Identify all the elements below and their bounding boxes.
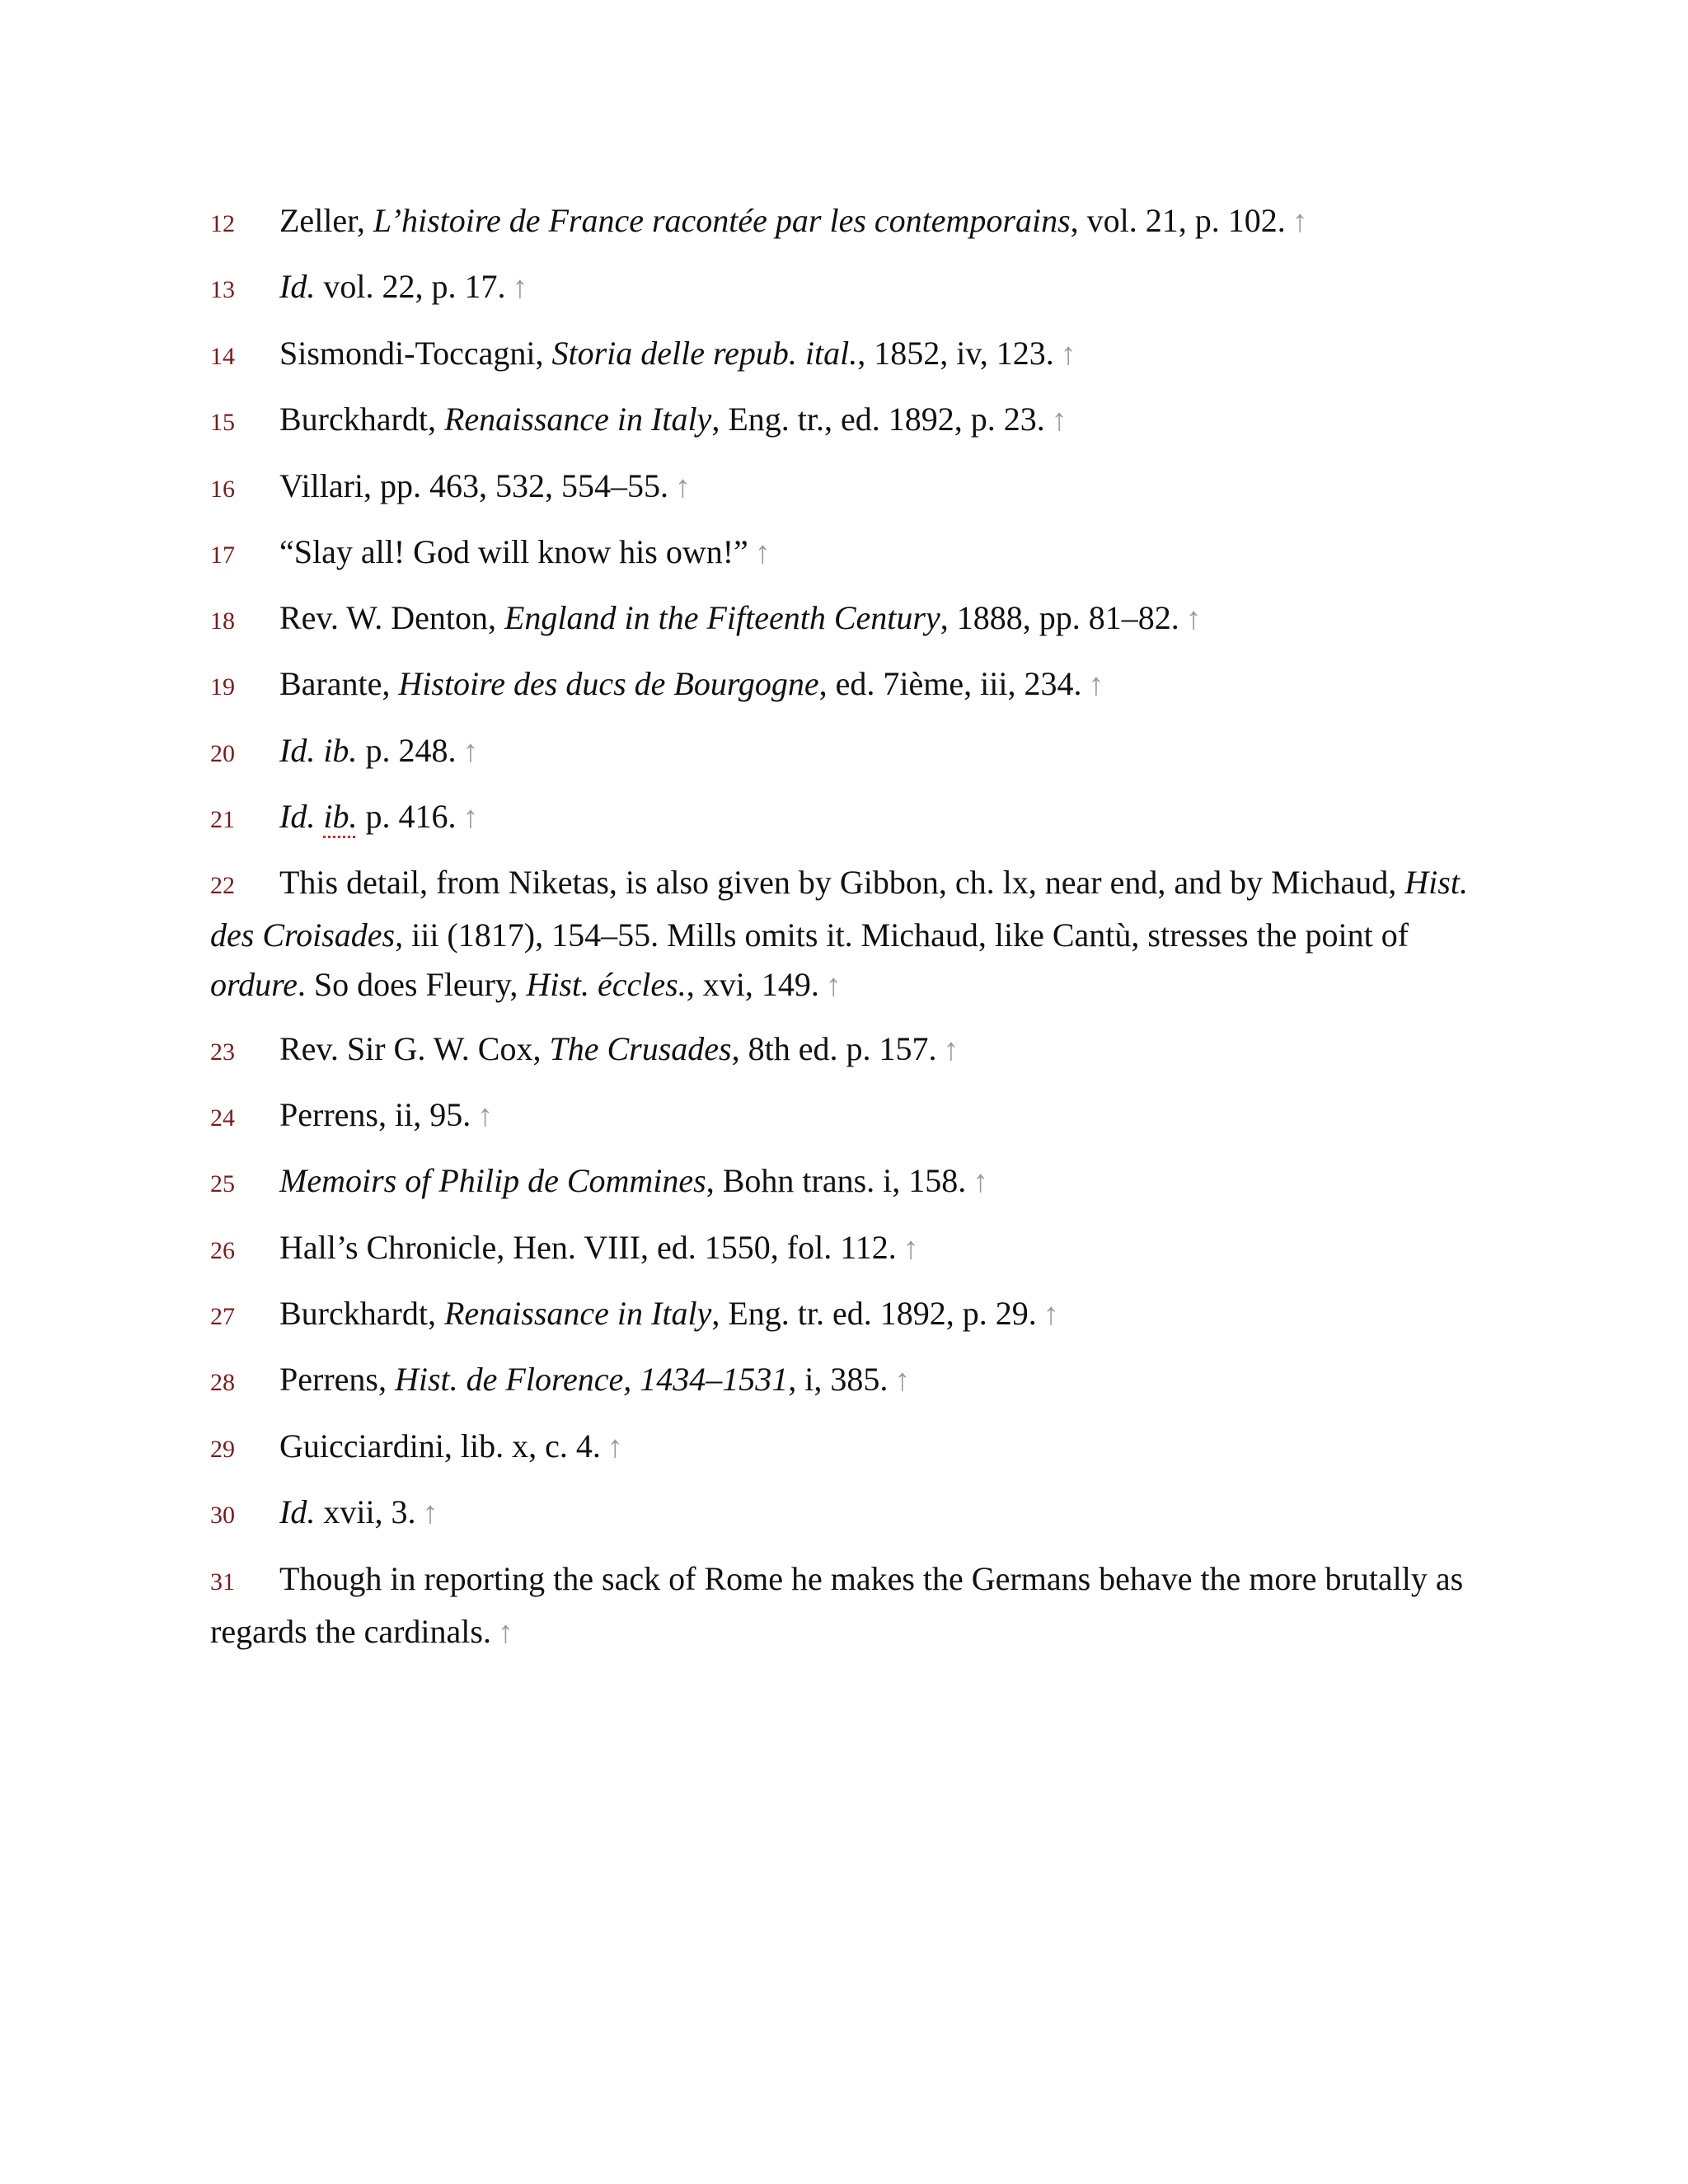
back-arrow-icon[interactable]: ↑ <box>943 1033 959 1067</box>
back-arrow-icon[interactable]: ↑ <box>825 968 842 1003</box>
footnote-number: 30 <box>210 1502 235 1529</box>
back-arrow-icon[interactable]: ↑ <box>607 1430 623 1465</box>
footnote-number: 22 <box>210 872 235 899</box>
footnote-30: 30 Id. xvii, 3. ↑ <box>210 1488 1479 1540</box>
footnote-17: 17 “Slay all! God will know his own!” ↑ <box>210 527 1479 580</box>
footnote-number: 14 <box>210 343 235 370</box>
spellcheck-underline: ib. <box>323 798 358 835</box>
back-arrow-icon[interactable]: ↑ <box>1051 403 1067 438</box>
footnote-number: 26 <box>210 1237 235 1264</box>
footnote-20: 20 Id. ib. p. 248. ↑ <box>210 726 1479 779</box>
footnote-26: 26 Hall’s Chronicle, Hen. VIII, ed. 1550, fol. 112. ↑ <box>210 1223 1479 1276</box>
footnote-29: 29 Guicciardini, lib. x, c. 4. ↑ <box>210 1422 1479 1474</box>
back-arrow-icon[interactable]: ↑ <box>754 536 771 570</box>
footnote-19: 19 Barante, Histoire des ducs de Bourgogne, ed. 7ième, iii, 234. ↑ <box>210 659 1479 712</box>
footnote-number: 15 <box>210 409 235 436</box>
back-arrow-icon[interactable]: ↑ <box>1043 1297 1059 1332</box>
back-arrow-icon[interactable]: ↑ <box>462 734 479 769</box>
back-arrow-icon[interactable]: ↑ <box>973 1165 989 1199</box>
footnote-22: 22 This detail, from Niketas, is also given by Gibbon, ch. lx, near end, and by Michaud, Hist. des Croisades, iii (1817), 154–55. Mills omits it. Michaud, like Cantù, stresses the point of ordure. So does Fleury, Hist. éccles., xvi, 149. ↑ <box>210 858 1479 1010</box>
footnote-number: 19 <box>210 673 235 701</box>
footnote-number: 27 <box>210 1303 235 1330</box>
footnote-number: 13 <box>210 276 235 303</box>
back-arrow-icon[interactable]: ↑ <box>903 1231 919 1266</box>
back-arrow-icon[interactable]: ↑ <box>422 1496 438 1530</box>
footnote-28: 28 Perrens, Hist. de Florence, 1434–1531, i, 385. ↑ <box>210 1355 1479 1408</box>
footnote-number: 23 <box>210 1038 235 1066</box>
footnote-24: 24 Perrens, ii, 95. ↑ <box>210 1090 1479 1143</box>
footnote-16: 16 Villari, pp. 463, 532, 554–55. ↑ <box>210 462 1479 514</box>
footnote-31: 31 Though in reporting the sack of Rome he makes the Germans behave the more brutally as regards the cardinals. ↑ <box>210 1554 1479 1657</box>
footnote-15: 15 Burckhardt, Renaissance in Italy, Eng. tr., ed. 1892, p. 23. ↑ <box>210 395 1479 448</box>
footnote-13: 13 Id. vol. 22, p. 17. ↑ <box>210 262 1479 315</box>
back-arrow-icon[interactable]: ↑ <box>477 1099 494 1133</box>
footnote-14: 14 Sismondi-Toccagni, Storia delle repub. ital., 1852, iv, 123. ↑ <box>210 329 1479 382</box>
footnote-27: 27 Burckhardt, Renaissance in Italy, Eng. tr. ed. 1892, p. 29. ↑ <box>210 1289 1479 1342</box>
footnote-number: 12 <box>210 210 235 237</box>
footnote-23: 23 Rev. Sir G. W. Cox, The Crusades, 8th ed. p. 157. ↑ <box>210 1024 1479 1077</box>
footnote-number: 28 <box>210 1369 235 1396</box>
back-arrow-icon[interactable]: ↑ <box>675 470 692 504</box>
back-arrow-icon[interactable]: ↑ <box>497 1615 513 1650</box>
footnote-18: 18 Rev. W. Denton, England in the Fifteenth Century, 1888, pp. 81–82. ↑ <box>210 593 1479 646</box>
footnote-12: 12 Zeller, L’histoire de France racontée par les contemporains, vol. 21, p. 102. ↑ <box>210 196 1479 249</box>
back-arrow-icon[interactable]: ↑ <box>1088 668 1104 702</box>
back-arrow-icon[interactable]: ↑ <box>1060 337 1076 372</box>
footnote-21: 21 Id. ib. p. 416. ↑ <box>210 792 1479 845</box>
footnote-number: 18 <box>210 607 235 635</box>
footnote-number: 31 <box>210 1568 235 1596</box>
footnote-number: 29 <box>210 1436 235 1463</box>
footnote-number: 25 <box>210 1170 235 1197</box>
footnote-number: 16 <box>210 476 235 503</box>
back-arrow-icon[interactable]: ↑ <box>462 800 479 835</box>
back-arrow-icon[interactable]: ↑ <box>1292 204 1308 239</box>
back-arrow-icon[interactable]: ↑ <box>894 1363 911 1398</box>
footnote-25: 25 Memoirs of Philip de Commines, Bohn trans. i, 158. ↑ <box>210 1156 1479 1209</box>
footnote-number: 21 <box>210 806 235 833</box>
footnote-number: 24 <box>210 1104 235 1132</box>
footnote-number: 20 <box>210 740 235 767</box>
footnote-number: 17 <box>210 541 235 569</box>
back-arrow-icon[interactable]: ↑ <box>1185 602 1202 636</box>
back-arrow-icon[interactable]: ↑ <box>512 270 528 305</box>
